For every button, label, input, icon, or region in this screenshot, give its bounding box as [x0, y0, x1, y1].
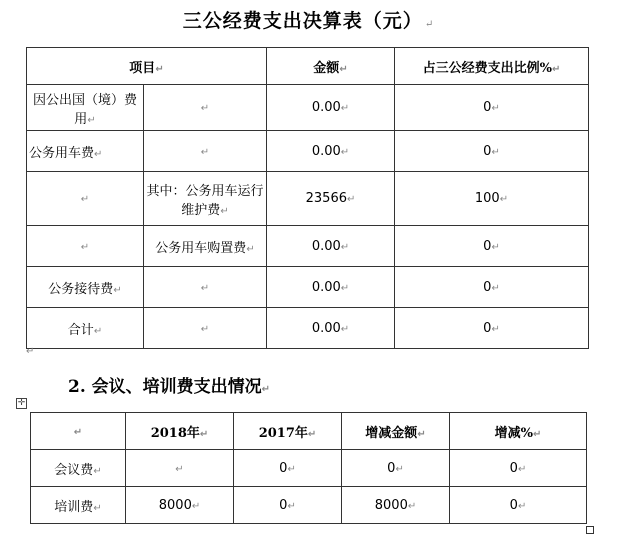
- row-sublabel: ↵: [144, 308, 267, 349]
- three-public-expenses-table: [26, 47, 589, 349]
- row-ratio: 0↵: [395, 267, 589, 308]
- header-change-percent: 增减%↵: [450, 413, 587, 450]
- row-amount: 0.00↵: [267, 131, 395, 172]
- row-change-percent: 0↵: [450, 487, 587, 524]
- row-ratio: 0↵: [395, 308, 589, 349]
- table-row: [27, 308, 589, 349]
- row-sublabel: 其中：公务用车运行维护费↵: [144, 172, 267, 226]
- page-title: 三公经费支出决算表（元） ↵: [182, 10, 435, 32]
- table-header-row: [31, 413, 587, 450]
- row-change-amount: 0↵: [342, 450, 450, 487]
- row-label: 合计↵: [27, 308, 144, 349]
- table-row: [27, 172, 589, 226]
- row-sublabel: 公务用车购置费↵: [144, 226, 267, 267]
- row-ratio: 0↵: [395, 131, 589, 172]
- table-row: [27, 226, 589, 267]
- row-sublabel: ↵: [144, 267, 267, 308]
- row-2018: ↵: [126, 450, 234, 487]
- table-row: [31, 450, 587, 487]
- row-2017: 0↵: [234, 450, 342, 487]
- row-label: 培训费↵: [31, 487, 126, 524]
- row-label: 会议费↵: [31, 450, 126, 487]
- header-item: 项目↵: [27, 48, 267, 85]
- row-ratio: 0↵: [395, 85, 589, 131]
- paragraph-mark-icon: ↵: [424, 19, 435, 30]
- row-2017: 0↵: [234, 487, 342, 524]
- table-row: [27, 85, 589, 131]
- row-label: 因公出国（境）费用↵: [27, 85, 144, 131]
- section-heading: 2. 会议、培训费支出情况↵: [68, 377, 271, 397]
- row-sublabel: ↵: [144, 85, 267, 131]
- row-change-amount: 8000↵: [342, 487, 450, 524]
- meeting-training-table: [30, 412, 587, 524]
- row-label: 公务用车费↵: [27, 131, 144, 172]
- header-blank: ↵: [31, 413, 126, 450]
- row-label: ↵: [27, 172, 144, 226]
- row-amount: 0.00↵: [267, 85, 395, 131]
- row-amount: 23566↵: [267, 172, 395, 226]
- header-amount: 金额↵: [267, 48, 395, 85]
- row-amount: 0.00↵: [267, 267, 395, 308]
- header-2018: 2018年↵: [126, 413, 234, 450]
- row-sublabel: ↵: [144, 131, 267, 172]
- header-change-amount: 增减金额↵: [342, 413, 450, 450]
- row-ratio: 100↵: [395, 172, 589, 226]
- table-resize-handle[interactable]: [586, 526, 594, 534]
- row-label: ↵: [27, 226, 144, 267]
- row-ratio: 0↵: [395, 226, 589, 267]
- paragraph-mark-icon: ↵: [26, 346, 35, 357]
- row-amount: 0.00↵: [267, 226, 395, 267]
- row-label: 公务接待费↵: [27, 267, 144, 308]
- table-row: [31, 487, 587, 524]
- table-header-row: [27, 48, 589, 85]
- row-amount: 0.00↵: [267, 308, 395, 349]
- header-2017: 2017年↵: [234, 413, 342, 450]
- table-move-handle-icon[interactable]: ✛: [17, 398, 26, 408]
- header-ratio: 占三公经费支出比例%↵: [395, 48, 589, 85]
- table-row: [27, 267, 589, 308]
- row-change-percent: 0↵: [450, 450, 587, 487]
- table-row: [27, 131, 589, 172]
- row-2018: 8000↵: [126, 487, 234, 524]
